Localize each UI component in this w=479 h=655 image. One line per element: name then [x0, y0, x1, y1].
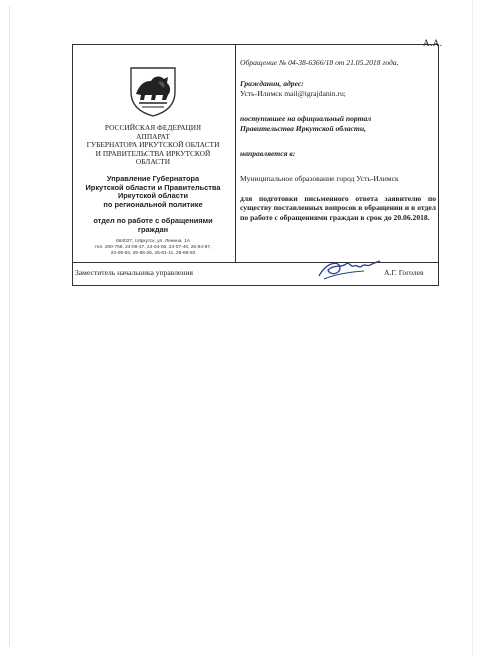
- recipient: Муниципальное образование город Усть-Илимск: [240, 174, 399, 184]
- coat-of-arms-icon: [127, 58, 179, 118]
- appeal-details: [240, 58, 436, 222]
- office-name: отдел по работе с обращениями граждан: [93, 216, 213, 235]
- handwritten-signature: [316, 254, 382, 284]
- page-edge: [472, 0, 473, 655]
- instruction-text: для подготовки письменного ответа заявителю по существу поставленных вопросов в обращении и в отдел по работе с обращениями граждан в срок до 20.06.2018.: [240, 193, 436, 222]
- received-line: Правительства Иркутской области,: [240, 123, 366, 133]
- directed-label: направляется в:: [240, 149, 296, 159]
- column-divider: [235, 44, 236, 262]
- signer-name: А.Г. Гоголев: [384, 268, 424, 277]
- corner-mark: А.А.: [423, 38, 443, 48]
- organization-name: РОССИЙСКАЯ ФЕДЕРАЦИЯ АППАРАТ ГУБЕРНАТОРА ИРКУТСКОЙ ОБЛАСТИ И ПРАВИТЕЛЬСТВА ИРКУТСКОЙ ОБЛАСТИ: [86, 123, 220, 167]
- received-line: поступившее на официальный портал: [240, 114, 372, 124]
- office-address: 664027, г.Иркутск, ул. Ленина, 1А тел. 200-756, 24-06-47, 24-04-06, 24-07-40, 25-84-87, 24-06-63, 25-65-26, 25-61-11, 25-69-93: [94, 238, 212, 257]
- citizen-label: Гражданин, адрес:: [240, 79, 304, 89]
- signature-divider: [72, 262, 439, 263]
- citizen-address: Усть-Илимск mail@igrajdanin.ru;: [240, 88, 346, 98]
- signer-title: Заместитель начальника управления: [75, 268, 194, 277]
- appeal-reference: Обращение № 04-38-6366/18 от 21.05.2018 года,: [240, 58, 399, 67]
- letterhead: [74, 58, 232, 258]
- page-edge: [9, 6, 10, 646]
- department-name: Управление Губернатора Иркутской области и Правительства Иркутской области по региональной политике: [85, 173, 221, 209]
